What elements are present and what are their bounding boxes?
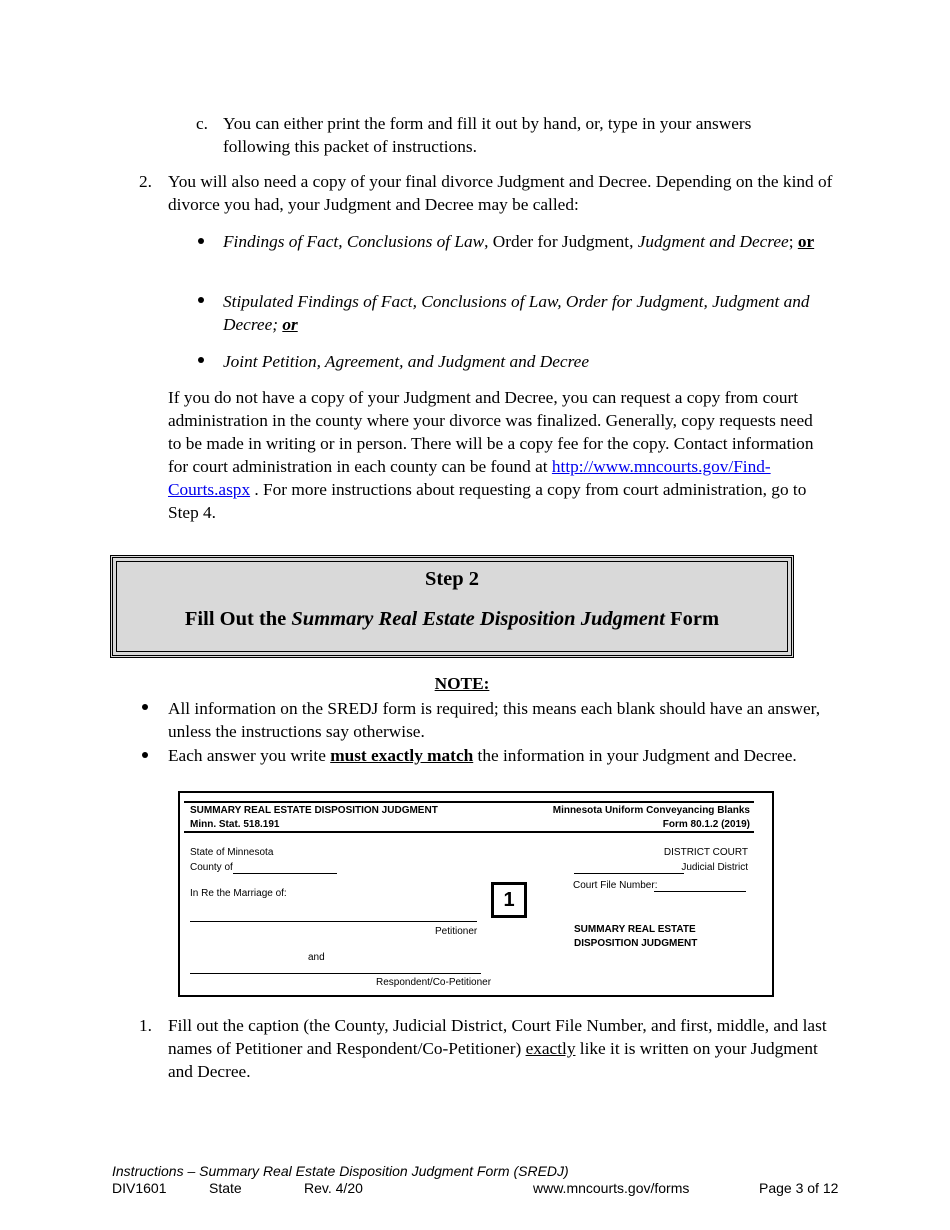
footer-code: DIV1601 bbox=[112, 1180, 167, 1196]
judgment-name-option-2: Stipulated Findings of Fact, Conclusions of Law, Order for Judgment, Judgment and Decree; or bbox=[223, 292, 810, 334]
note-bullet-required: All information on the SREDJ form is required; this means each blank should have an answer, unless the instructions say otherwise. bbox=[168, 699, 821, 741]
footer-rev: Rev. 4/20 bbox=[304, 1180, 363, 1196]
list-marker: c. bbox=[196, 114, 208, 133]
form-and: and bbox=[308, 952, 325, 963]
step-title: Step 2 bbox=[424, 568, 480, 590]
callout-1: 1 bbox=[491, 882, 527, 918]
form-judicial-district: Judicial District bbox=[681, 862, 748, 873]
list-item-text: You will also need a copy of your final divorce Judgment and Decree. Depending on the kind of divorce you had, your Judgment and Decree may be called: bbox=[168, 172, 833, 214]
list-item-1 bbox=[139, 1014, 839, 1084]
copy-request-paragraph: If you do not have a copy of your Judgment and Decree, you can request a copy from court administration in the county where your divorce was finalized. Generally, copy requests need to be made in writing or in person. There will be a copy fee for the copy. Contact information for court administration in each county can be found at http://www.mncourts.gov/Find-Courts.aspx . For more instructions about requesting a copy from court administration, go to Step 4. bbox=[168, 388, 814, 522]
footer-url: www.mncourts.gov/forms bbox=[533, 1180, 690, 1196]
bullet-dot bbox=[142, 704, 148, 710]
form-statute: Minn. Stat. 518.191 bbox=[190, 819, 280, 830]
step-subtitle: Fill Out the Summary Real Estate Disposition Judgment Form bbox=[184, 608, 720, 630]
list-marker: 1. bbox=[139, 1016, 152, 1035]
note-bullet-match: Each answer you write must exactly match the information in your Judgment and Decree. bbox=[168, 746, 797, 765]
form-blanks-name: Minnesota Uniform Conveyancing Blanks bbox=[552, 805, 750, 816]
form-doc-title-2: DISPOSITION JUDGMENT bbox=[574, 938, 698, 949]
judgment-name-option-3: Joint Petition, Agreement, and Judgment and Decree bbox=[223, 352, 590, 371]
bullet-dot bbox=[198, 297, 204, 303]
note-heading: NOTE: bbox=[434, 674, 490, 693]
footer-title: Instructions – Summary Real Estate Disposition Judgment Form (SREDJ) bbox=[112, 1163, 569, 1179]
bullet-dot bbox=[198, 238, 204, 244]
form-title: SUMMARY REAL ESTATE DISPOSITION JUDGMENT bbox=[190, 805, 438, 816]
bullet-dot bbox=[198, 357, 204, 363]
step-2-banner bbox=[110, 555, 794, 658]
form-marriage-caption: In Re the Marriage of: bbox=[190, 888, 287, 899]
form-state: State of Minnesota bbox=[190, 847, 274, 858]
list-item-2 bbox=[139, 170, 839, 218]
form-number: Form 80.1.2 (2019) bbox=[662, 819, 750, 830]
find-courts-link[interactable]: http://www.mncourts.gov/Find-Courts.aspx bbox=[168, 457, 771, 499]
list-item-c bbox=[196, 112, 826, 160]
form-court-file-number: Court File Number: bbox=[573, 880, 658, 891]
list-marker: 2. bbox=[139, 172, 152, 191]
form-respondent: Respondent/Co-Petitioner bbox=[376, 977, 492, 988]
list-item-text: Fill out the caption (the County, Judicial District, Court File Number, and first, middle, and last names of Petitioner and Respondent/Co-Petitioner) exactly like it is written on your Judgment and Decree. bbox=[168, 1016, 827, 1081]
bullet-dot bbox=[142, 752, 148, 758]
footer-state: State bbox=[209, 1180, 242, 1196]
judgment-name-option-1: Findings of Fact, Conclusions of Law, Order for Judgment, Judgment and Decree; or bbox=[223, 232, 815, 251]
list-item-text: You can either print the form and fill it out by hand, or, type in your answers following this packet of instructions. bbox=[223, 114, 752, 156]
form-county: County of bbox=[190, 862, 233, 873]
sredj-form-excerpt bbox=[178, 791, 774, 997]
form-petitioner: Petitioner bbox=[435, 926, 478, 937]
form-district-court: DISTRICT COURT bbox=[663, 847, 748, 858]
footer-page: Page 3 of 12 bbox=[759, 1180, 839, 1196]
form-doc-title-1: SUMMARY REAL ESTATE bbox=[574, 924, 696, 935]
